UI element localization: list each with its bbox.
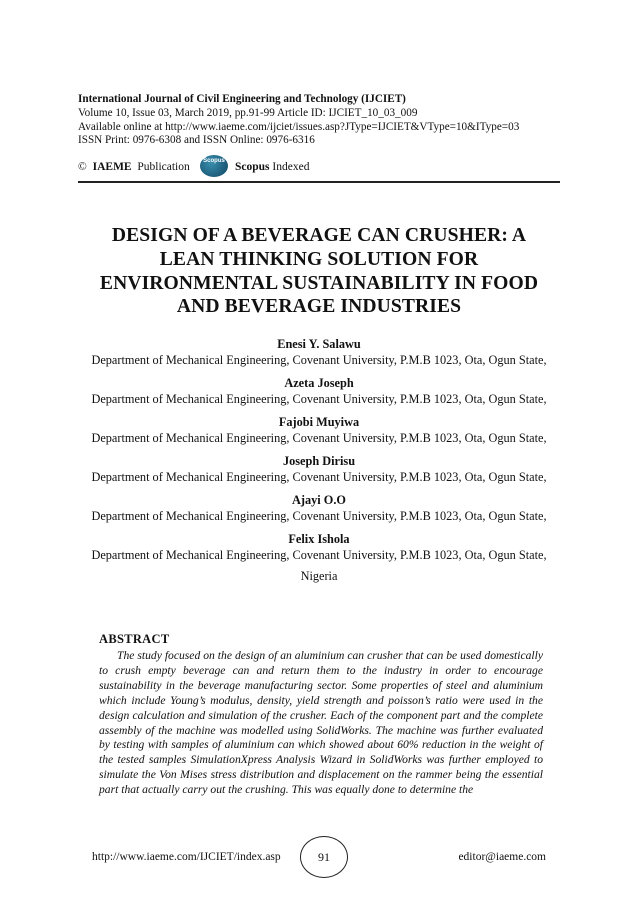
affiliation-country: Nigeria — [300, 569, 338, 583]
author-block — [60, 531, 578, 564]
footer-url-link[interactable]: http://www.iaeme.com/IJCIET/index.asp — [92, 851, 281, 863]
header-divider — [78, 181, 560, 183]
scopus-indexed-label — [235, 161, 309, 173]
scopus-logo-icon: Scopus — [200, 155, 228, 177]
indexed-word: Indexed — [272, 161, 310, 173]
page-number: 91 — [300, 836, 348, 878]
author-affiliation: Department of Mechanical Engineering, Covenant University, P.M.B 1023, Ota, Ogun State, — [91, 431, 547, 445]
author-affiliation: Department of Mechanical Engineering, Covenant University, P.M.B 1023, Ota, Ogun State, — [91, 509, 547, 523]
footer-email-link[interactable]: editor@iaeme.com — [458, 851, 546, 863]
author-name: Azeta Joseph — [284, 376, 354, 390]
journal-title: International Journal of Civil Engineering and Technology (IJCIET) — [78, 93, 406, 105]
author-block — [60, 414, 578, 447]
author-affiliation: Department of Mechanical Engineering, Covenant University, P.M.B 1023, Ota, Ogun State, — [91, 470, 547, 484]
title-line: LEAN THINKING SOLUTION FOR — [159, 248, 479, 270]
publisher-label — [78, 161, 190, 173]
author-list — [60, 336, 578, 584]
page-footer — [78, 836, 560, 876]
volume-line: Volume 10, Issue 03, March 2019, pp.91-99 Article ID: IJCIET_10_03_009 — [78, 106, 418, 119]
author-affiliation: Department of Mechanical Engineering, Covenant University, P.M.B 1023, Ota, Ogun State, — [91, 353, 547, 367]
author-affiliation: Department of Mechanical Engineering, Covenant University, P.M.B 1023, Ota, Ogun State, — [91, 392, 547, 406]
author-block — [60, 492, 578, 525]
author-name: Joseph Dirisu — [282, 454, 356, 468]
abstract-heading: ABSTRACT — [99, 632, 170, 646]
author-name: Fajobi Muyiwa — [278, 415, 360, 429]
abstract-text: The study focused on the design of an aluminium can crusher that can be used domestically to crush empty beverage can and return them to the industry in order to encourage sustainability in the beverage manufacturing sector. Some properties of steel and aluminium which include Young’s modulus, density, yield strength and poisson’s ratio were used in the design calculation and simulation of the crusher. Each of the component part and the complete assembly of the machine was modelled using SolidWorks. The machine was further evaluated by testing with samples of aluminium can which showed about 60% reduction in the weight of the tested samples SimulationXpress Analysis Wizard in SolidWorks was further employed to simulate the Von Mises stress distribution and displacement on the rammer being the essential part that actually carry out the crushing. This was equally done to determine the — [99, 649, 543, 797]
author-name: Ajayi O.O — [292, 493, 346, 507]
copyright-symbol: © — [78, 161, 87, 173]
paper-title — [70, 224, 568, 319]
author-block — [60, 453, 578, 486]
journal-header — [78, 93, 558, 148]
abstract-section — [99, 632, 543, 798]
available-online-line: Available online at http://www.iaeme.com/ijciet/issues.asp?JType=IJCIET&VType=10&IType=03 — [78, 120, 520, 133]
author-name: Enesi Y. Salawu — [277, 337, 361, 351]
author-block — [60, 336, 578, 369]
scopus-word: Scopus — [235, 161, 270, 173]
author-affiliation: Department of Mechanical Engineering, Covenant University, P.M.B 1023, Ota, Ogun State, — [91, 548, 547, 562]
title-line: DESIGN OF A BEVERAGE CAN CRUSHER: A — [111, 225, 527, 246]
author-block — [60, 375, 578, 408]
title-line: ENVIRONMENTAL SUSTAINABILITY IN FOOD — [99, 272, 539, 294]
title-line: AND BEVERAGE INDUSTRIES — [176, 296, 462, 318]
issn-line: ISSN Print: 0976-6308 and ISSN Online: 0976-6316 — [78, 134, 315, 147]
publisher-name: IAEME — [92, 161, 132, 173]
publication-word: Publication — [137, 161, 190, 173]
publisher-row — [78, 155, 558, 181]
author-name: Felix Ishola — [288, 532, 350, 546]
